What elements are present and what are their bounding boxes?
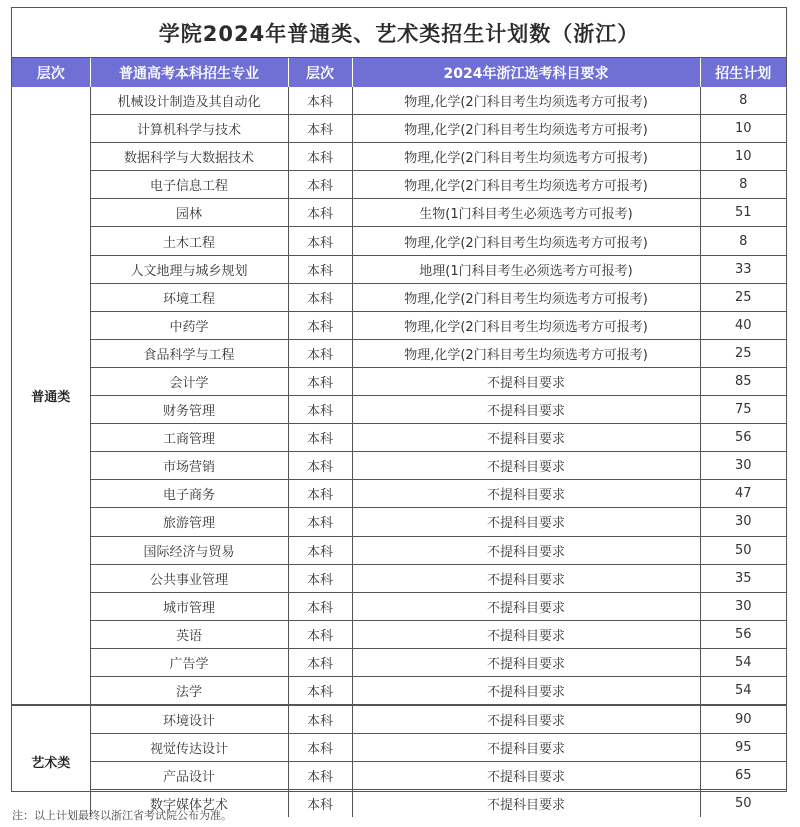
- header-level: 层次: [12, 58, 90, 87]
- table-title: 学院2024年普通类、艺术类招生计划数（浙江）: [12, 8, 786, 58]
- plan-count-cell: 90: [700, 705, 786, 734]
- requirement-cell: 生物(1门科目考生必须选考方可报考): [352, 199, 700, 227]
- table-row: [12, 199, 786, 227]
- header-major: 普通高考本科招生专业: [90, 58, 288, 87]
- tier-cell: 本科: [288, 676, 352, 705]
- tier-cell: 本科: [288, 790, 352, 818]
- plan-count-cell: 95: [700, 734, 786, 762]
- plan-count-cell: 30: [700, 592, 786, 620]
- major-cell: 电子信息工程: [90, 171, 288, 199]
- requirement-cell: 不提科目要求: [352, 762, 700, 790]
- header-row: [12, 58, 786, 87]
- tier-cell: 本科: [288, 424, 352, 452]
- requirement-cell: 不提科目要求: [352, 367, 700, 395]
- requirement-cell: 不提科目要求: [352, 620, 700, 648]
- major-cell: 国际经济与贸易: [90, 536, 288, 564]
- table-row: [12, 508, 786, 536]
- tier-cell: 本科: [288, 648, 352, 676]
- plan-count-cell: 85: [700, 367, 786, 395]
- tier-cell: 本科: [288, 396, 352, 424]
- tier-cell: 本科: [288, 564, 352, 592]
- major-cell: 工商管理: [90, 424, 288, 452]
- plan-count-cell: 47: [700, 480, 786, 508]
- table-row: [12, 87, 786, 115]
- plan-count-cell: 50: [700, 790, 786, 818]
- table-row: [12, 452, 786, 480]
- major-cell: 环境设计: [90, 705, 288, 734]
- major-cell: 环境工程: [90, 283, 288, 311]
- major-cell: 财务管理: [90, 396, 288, 424]
- plan-count-cell: 40: [700, 311, 786, 339]
- plan-count-cell: 54: [700, 648, 786, 676]
- major-cell: 产品设计: [90, 762, 288, 790]
- requirement-cell: 地理(1门科目考生必须选考方可报考): [352, 255, 700, 283]
- table-body: [12, 87, 786, 817]
- plan-count-cell: 65: [700, 762, 786, 790]
- major-cell: 土木工程: [90, 227, 288, 255]
- tier-cell: 本科: [288, 367, 352, 395]
- major-cell: 公共事业管理: [90, 564, 288, 592]
- tier-cell: 本科: [288, 620, 352, 648]
- tier-cell: 本科: [288, 508, 352, 536]
- major-cell: 城市管理: [90, 592, 288, 620]
- plan-count-cell: 8: [700, 87, 786, 115]
- plan-count-cell: 56: [700, 424, 786, 452]
- tier-cell: 本科: [288, 452, 352, 480]
- tier-cell: 本科: [288, 199, 352, 227]
- table-row: [12, 762, 786, 790]
- table-row: [12, 283, 786, 311]
- plan-count-cell: 75: [700, 396, 786, 424]
- requirement-cell: 物理,化学(2门科目考生均须选考方可报考): [352, 283, 700, 311]
- requirement-cell: 物理,化学(2门科目考生均须选考方可报考): [352, 143, 700, 171]
- major-cell: 园林: [90, 199, 288, 227]
- plan-count-cell: 25: [700, 283, 786, 311]
- requirement-cell: 不提科目要求: [352, 424, 700, 452]
- table-row: [12, 564, 786, 592]
- plan-count-cell: 51: [700, 199, 786, 227]
- plan-count-cell: 8: [700, 171, 786, 199]
- plan-count-cell: 56: [700, 620, 786, 648]
- table-row: [12, 705, 786, 734]
- table-row: [12, 648, 786, 676]
- major-cell: 旅游管理: [90, 508, 288, 536]
- tier-cell: 本科: [288, 339, 352, 367]
- plan-count-cell: 25: [700, 339, 786, 367]
- requirement-cell: 物理,化学(2门科目考生均须选考方可报考): [352, 87, 700, 115]
- requirement-cell: 不提科目要求: [352, 508, 700, 536]
- table-row: [12, 676, 786, 705]
- plan-count-cell: 30: [700, 508, 786, 536]
- plan-count-cell: 50: [700, 536, 786, 564]
- major-cell: 广告学: [90, 648, 288, 676]
- plan-count-cell: 10: [700, 115, 786, 143]
- table-row: [12, 115, 786, 143]
- requirement-cell: 物理,化学(2门科目考生均须选考方可报考): [352, 171, 700, 199]
- table-row: [12, 592, 786, 620]
- tier-cell: 本科: [288, 536, 352, 564]
- table-row: [12, 227, 786, 255]
- requirement-cell: 不提科目要求: [352, 676, 700, 705]
- table-row: [12, 311, 786, 339]
- major-cell: 数字媒体艺术: [90, 790, 288, 818]
- table-row: [12, 396, 786, 424]
- table-row: [12, 367, 786, 395]
- table-row: [12, 734, 786, 762]
- tier-cell: 本科: [288, 87, 352, 115]
- major-cell: 会计学: [90, 367, 288, 395]
- table-row: [12, 480, 786, 508]
- table-row: [12, 536, 786, 564]
- major-cell: 食品科学与工程: [90, 339, 288, 367]
- admission-plan-table-frame: [11, 7, 787, 814]
- major-cell: 机械设计制造及其自动化: [90, 87, 288, 115]
- major-cell: 中药学: [90, 311, 288, 339]
- tier-cell: 本科: [288, 734, 352, 762]
- major-cell: 视觉传达设计: [90, 734, 288, 762]
- plan-count-cell: 33: [700, 255, 786, 283]
- tier-cell: 本科: [288, 115, 352, 143]
- major-cell: 市场营销: [90, 452, 288, 480]
- footnote: 注：以上计划最终以浙江省考试院公布为准。: [12, 809, 232, 822]
- plan-count-cell: 30: [700, 452, 786, 480]
- major-cell: 计算机科学与技术: [90, 115, 288, 143]
- requirement-cell: 不提科目要求: [352, 648, 700, 676]
- requirement-cell: 物理,化学(2门科目考生均须选考方可报考): [352, 339, 700, 367]
- plan-count-cell: 10: [700, 143, 786, 171]
- admission-plan-table: [12, 58, 786, 817]
- requirement-cell: 不提科目要求: [352, 396, 700, 424]
- plan-count-cell: 54: [700, 676, 786, 705]
- requirement-cell: 物理,化学(2门科目考生均须选考方可报考): [352, 311, 700, 339]
- table-row: [12, 171, 786, 199]
- requirement-cell: 不提科目要求: [352, 592, 700, 620]
- major-cell: 法学: [90, 676, 288, 705]
- table-row: [12, 255, 786, 283]
- level-cell: 普通类: [31, 390, 71, 406]
- requirement-cell: 不提科目要求: [352, 705, 700, 734]
- table-row: [12, 424, 786, 452]
- requirement-cell: 物理,化学(2门科目考生均须选考方可报考): [352, 115, 700, 143]
- tier-cell: 本科: [288, 592, 352, 620]
- level-cell: 艺术类: [12, 705, 90, 817]
- tier-cell: 本科: [288, 480, 352, 508]
- requirement-cell: 不提科目要求: [352, 790, 700, 818]
- tier-cell: 本科: [288, 171, 352, 199]
- requirement-cell: 不提科目要求: [352, 734, 700, 762]
- major-cell: 英语: [90, 620, 288, 648]
- table-row: [12, 620, 786, 648]
- table-row: [12, 339, 786, 367]
- header-tier: 层次: [288, 58, 352, 87]
- requirement-cell: 物理,化学(2门科目考生均须选考方可报考): [352, 227, 700, 255]
- header-subject-requirement: 2024年浙江选考科目要求: [352, 58, 700, 87]
- plan-count-cell: 8: [700, 227, 786, 255]
- plan-count-cell: 35: [700, 564, 786, 592]
- tier-cell: 本科: [288, 227, 352, 255]
- requirement-cell: 不提科目要求: [352, 536, 700, 564]
- requirement-cell: 不提科目要求: [352, 480, 700, 508]
- major-cell: 电子商务: [90, 480, 288, 508]
- table-row: [12, 143, 786, 171]
- tier-cell: 本科: [288, 762, 352, 790]
- major-cell: 数据科学与大数据技术: [90, 143, 288, 171]
- tier-cell: 本科: [288, 283, 352, 311]
- tier-cell: 本科: [288, 311, 352, 339]
- major-cell: 人文地理与城乡规划: [90, 255, 288, 283]
- tier-cell: 本科: [288, 705, 352, 734]
- requirement-cell: 不提科目要求: [352, 564, 700, 592]
- requirement-cell: 不提科目要求: [352, 452, 700, 480]
- tier-cell: 本科: [288, 255, 352, 283]
- header-plan-count: 招生计划: [700, 58, 786, 87]
- tier-cell: 本科: [288, 143, 352, 171]
